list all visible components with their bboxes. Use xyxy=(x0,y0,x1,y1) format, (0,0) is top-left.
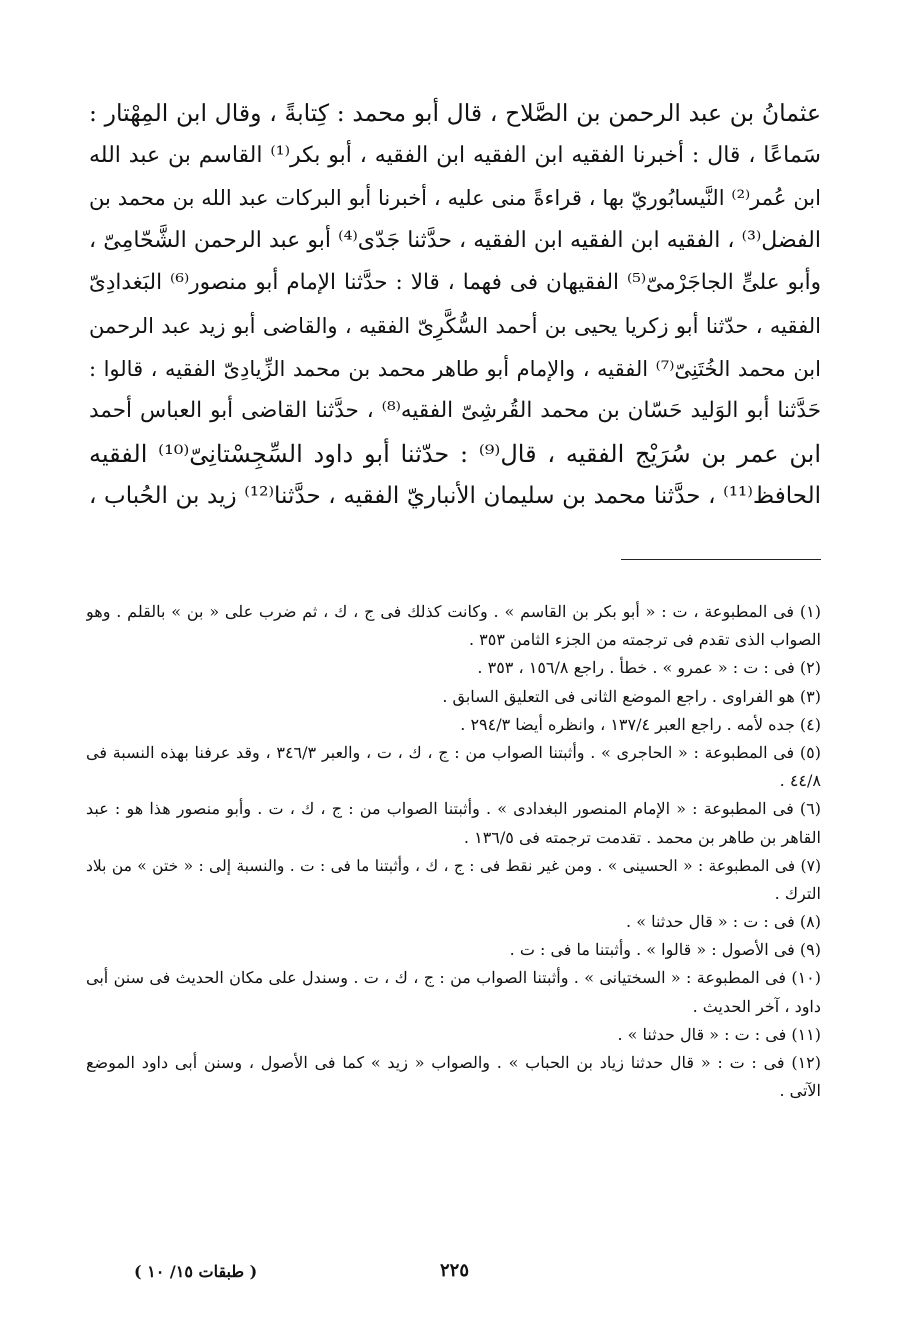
main-text-line: ابن عُمر⁽²⁾ النَّيسابُوريّ بها ، قراءةً منى عليه ، أخبرنا أبو البركات عبد الله بن محمد بن xyxy=(89,186,821,211)
footnote-line: ٤٤/٨ . xyxy=(779,771,821,791)
footnote-line: القاهر بن طاهر بن محمد . تقدمت ترجمته فى ١٣٦/٥ . xyxy=(463,827,821,847)
main-text-line: ابن محمد الخُتَنِىّ⁽⁷⁾ الفقيه ، والإمام أبو طاهر محمد بن محمد الزِّيادِىّ الفقيه ، قالوا : xyxy=(89,356,821,381)
footnote-line: (١١) فى : ت : « قال حدثنا » . xyxy=(617,1024,821,1044)
main-text-line: وأبو علىٍّ الجاجَرْمىّ⁽⁵⁾ الفقيهان فى فهما ، قالا : حدَّثنا الإمام أبو منصور⁽⁶⁾ البَغدادِىّ xyxy=(89,270,821,296)
footnote-line: الآتى . xyxy=(779,1081,821,1101)
main-text-line: ابن عمر بن سُرَيْج الفقيه ، قال⁽⁹⁾ : حدّثنا أبو داود السِّجِسْتانِىّ⁽¹⁰⁾ الفقيه xyxy=(89,439,821,468)
footnote-line: (٦) فى المطبوعة : « الإمام المنصور البغدادى » . وأثبتنا الصواب من : ج ، ك ، ت . وأبو منصور هذا هو : عبد xyxy=(86,799,821,819)
footnote-line: (٤) جده لأمه . راجع العبر ١٣٧/٤ ، وانظره أيضا ٢٩٤/٣ . xyxy=(460,714,821,734)
main-text-line: سَماعًا ، قال : أخبرنا الفقيه ابن الفقيه ابن الفقيه ، أبو بكر⁽¹⁾ القاسم بن عبد الله xyxy=(89,142,821,168)
footnote-line: (١٢) فى : ت : « قال حدثنا زياد بن الحباب » . والصواب « زيد » كما فى الأصول ، وسنن أبى داود الموضع xyxy=(86,1053,821,1072)
main-text-line: حَدَّثنا أبو الوَليد حَسّان بن محمد القُرشِىّ الفقيه⁽⁸⁾ ، حدَّثنا القاضى أبو العباس أحمد xyxy=(89,398,821,424)
footnote-line: الصواب الذى تقدم فى ترجمته من الجزء الثامن ٣٥٣ . xyxy=(468,630,821,650)
footnote-line: داود ، آخر الحديث . xyxy=(692,996,821,1016)
footnote-line: الترك . xyxy=(774,883,821,903)
footnote-line: (٧) فى المطبوعة : « الحسينى » . ومن غير نقط فى : ج ، ك ، وأثبتنا ما فى : ت . والنسبة إلى : « ختن » من بلاد xyxy=(86,856,821,875)
main-text-line: الفضل⁽³⁾ ، الفقيه ابن الفقيه ابن الفقيه ، حدَّثنا جَدّى⁽⁴⁾ أبو عبد الرحمن الشَّحّامِىّ ، xyxy=(89,227,821,253)
printer-signature-mark: ( طبقات ١٥/ ١٠ ) xyxy=(134,1262,258,1281)
page-number: ٢٢٥ xyxy=(439,1260,469,1281)
footnote-line: (٨) فى : ت : « قال حدثنا » . xyxy=(626,912,821,932)
footnote-line: (٢) فى : ت : « عمرو » . خطأ . راجع ١٥٦/٨ ، ٣٥٣ . xyxy=(477,658,821,678)
footnote-line: (٥) فى المطبوعة : « الحاجرى » . وأثبتنا الصواب من : ج ، ك ، ت ، والعبر ٣٤٦/٣ ، وقد عرفنا بهذه النسبة فى xyxy=(86,742,821,762)
main-text-line: عثمانُ بن عبد الرحمن بن الصَّلاح ، قال أبو محمد : كِتابةً ، وقال ابن المِهْتار : xyxy=(89,99,821,127)
footnote-separator-rule xyxy=(621,559,821,560)
main-text-line: الحافظ⁽¹¹⁾ ، حدَّثنا محمد بن سليمان الأنباريّ الفقيه ، حدَّثنا⁽¹²⁾ زيد بن الحُباب ، xyxy=(89,483,821,510)
footnote-line: (١) فى المطبوعة ، ت : « أبو بكر بن القاسم » . وكانت كذلك فى ج ، ك ، ثم ضرب على « بن » بالقلم . وهو xyxy=(86,602,821,621)
footnotes-block xyxy=(86,598,821,1105)
main-text-block xyxy=(89,92,821,518)
footnote-line: (١٠) فى المطبوعة : « السختيانى » . وأثبتنا الصواب من : ج ، ك ، ت . وسندل على مكان الحديث فى سنن أبى xyxy=(86,968,821,988)
footnote-line: (٣) هو الفراوى . راجع الموضع الثانى فى التعليق السابق . xyxy=(442,686,821,706)
footnote-line: (٩) فى الأصول : « قالوا » . وأثبتنا ما فى : ت . xyxy=(509,940,821,960)
main-text-line: الفقيه ، حدّثنا أبو زكريا يحيى بن أحمد السُّكَّرِىّ الفقيه ، والقاضى أبو زيد عبد الرحمن xyxy=(89,313,821,338)
